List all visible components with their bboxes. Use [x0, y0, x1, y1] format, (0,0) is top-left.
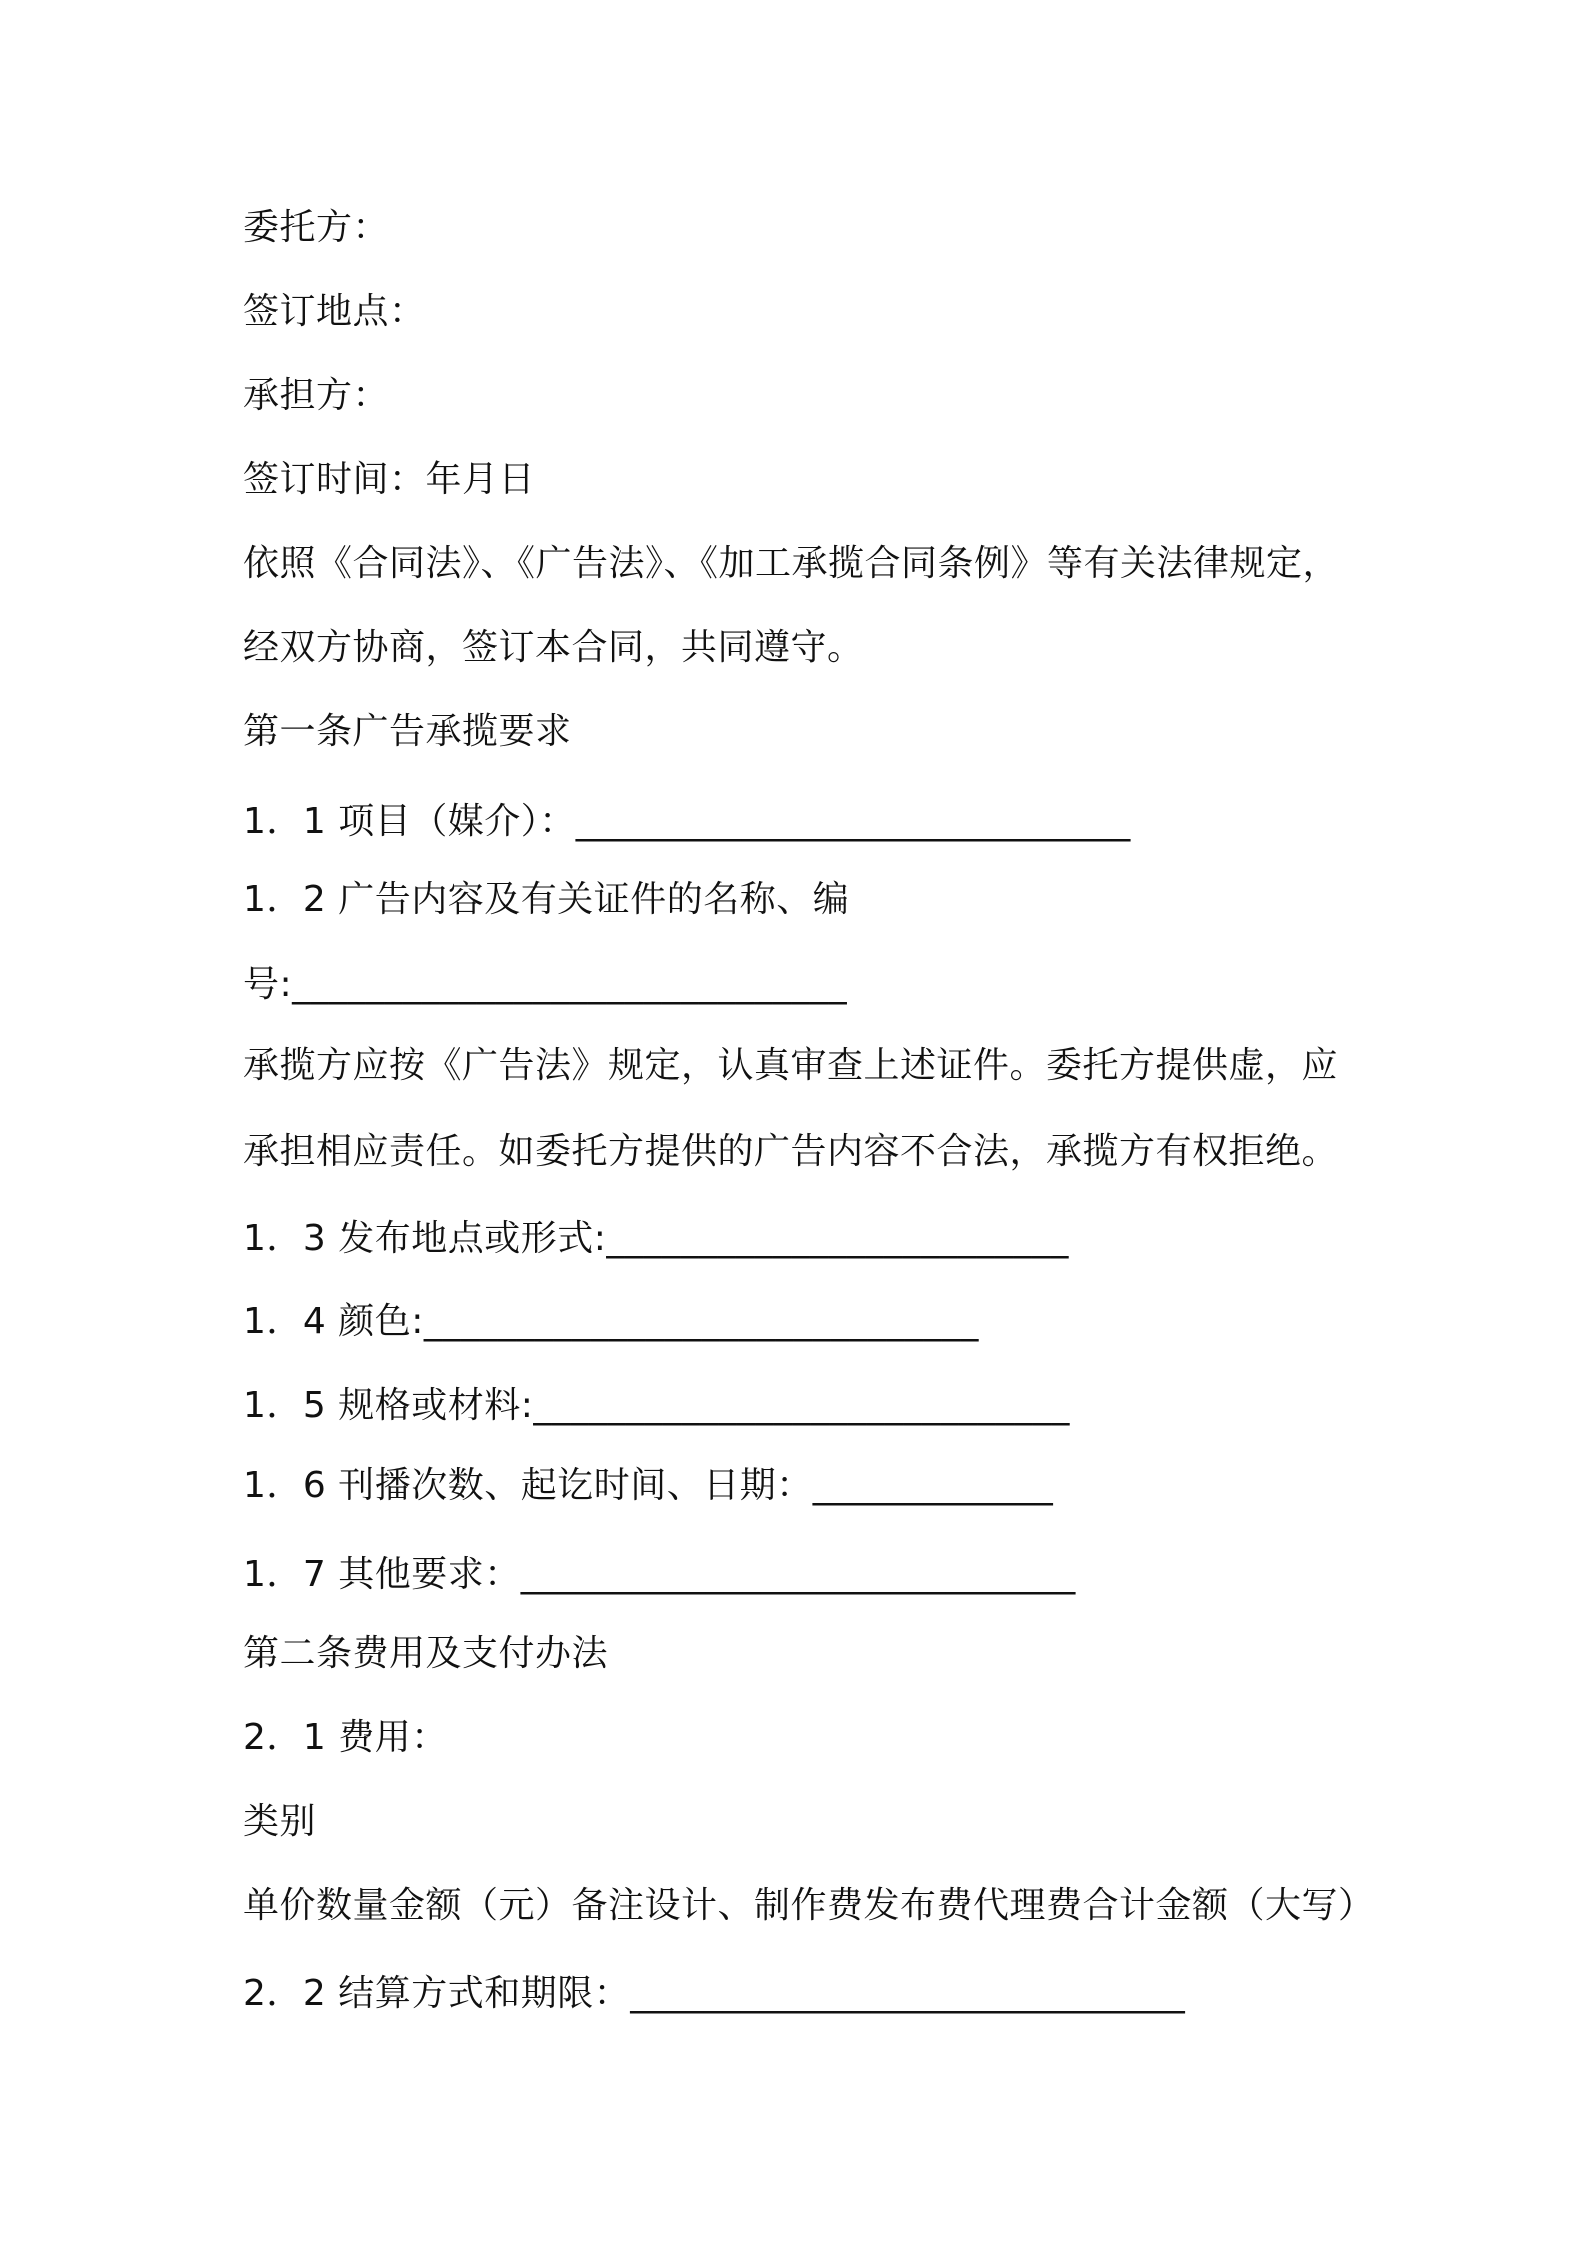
clause-1-1: 1．1 项目（媒介）：______________________________ [243, 801, 1131, 842]
field-signing-date: 签订时间：年月日 [243, 459, 536, 500]
clause-1-7: 1．7 其他要求：______________________________ [243, 1554, 1076, 1595]
clause-1-4: 1．4 颜色:______________________________ [243, 1301, 979, 1342]
clause-1-2: 1．2 广告内容及有关证件的名称、编 [243, 879, 850, 920]
review-paragraph-line-1: 承揽方应按《广告法》规定，认真审查上述证件。委托方提供虚，应 [243, 1045, 1339, 1086]
article-2-heading: 第二条费用及支付办法 [243, 1633, 609, 1674]
preamble-line-1: 依照《合同法》、《广告法》、《加工承揽合同条例》等有关法律规定， [243, 543, 1340, 584]
field-signing-place: 签订地点： [243, 291, 426, 332]
clause-1-5: 1．5 规格或材料:_____________________________ [243, 1385, 1070, 1426]
clause-1-3: 1．3 发布地点或形式:_________________________ [243, 1218, 1069, 1259]
fee-table-header-row: 单价数量金额（元）备注设计、制作费发布费代理费合计金额（大写） [243, 1885, 1375, 1926]
review-paragraph-line-2: 承担相应责任。如委托方提供的广告内容不合法，承揽方有权拒绝。 [243, 1131, 1339, 1172]
preamble-line-2: 经双方协商，签订本合同，共同遵守。 [243, 627, 864, 668]
table-label-category: 类别 [243, 1801, 317, 1842]
article-1-heading: 第一条广告承揽要求 [243, 711, 572, 752]
field-entrusting-party: 委托方： [243, 207, 390, 248]
field-contractor: 承担方： [243, 375, 390, 416]
clause-1-2-continued: 号:______________________________ [243, 964, 848, 1005]
clause-2-2: 2．2 结算方式和期限：______________________________ [243, 1973, 1186, 2014]
clause-1-6: 1．6 刊播次数、起讫时间、日期：_____________ [243, 1465, 1054, 1506]
clause-2-1: 2．1 费用： [243, 1717, 448, 1758]
